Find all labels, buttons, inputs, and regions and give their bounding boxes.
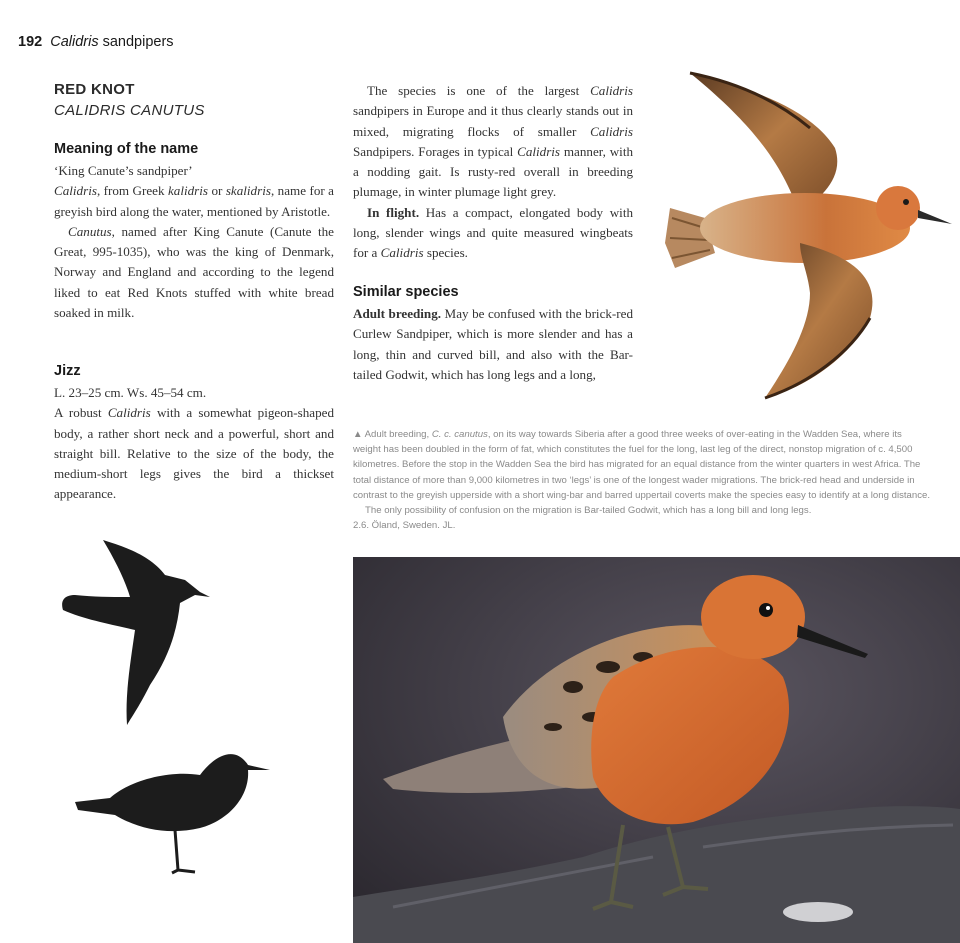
upper-wing: [690, 73, 837, 213]
term-calidris: Calidris: [590, 123, 633, 139]
term-calidris: Calidris: [517, 143, 561, 159]
intro-text: [353, 81, 633, 264]
jizz-text: [54, 383, 334, 505]
standing-silhouette-body: [75, 754, 270, 831]
meaning-paragraph-2: [54, 222, 334, 323]
standing-silhouette-image: [70, 740, 275, 880]
bird-head: [701, 575, 805, 659]
flight-silhouette-image: [55, 535, 215, 735]
text-run: Adult breeding,: [362, 429, 432, 440]
term-canutus: Canutus: [68, 223, 112, 239]
meaning-heading: Meaning of the name: [54, 141, 199, 157]
running-head-rest: sandpipers: [102, 34, 174, 50]
red-knot-photo: [353, 557, 960, 943]
jizz-paragraph: [54, 403, 334, 504]
bird-eye-highlight: [766, 606, 770, 610]
running-head: [18, 34, 174, 50]
text-run: Has a compact, elongated body with long, slender wings and quite measured wingbeats for a: [353, 204, 634, 261]
meaning-paragraph-1: [54, 181, 334, 222]
bird-eye: [759, 603, 773, 617]
meaning-text: [54, 161, 334, 323]
jizz-heading: Jizz: [54, 363, 81, 379]
page-number: 192: [18, 34, 43, 50]
bill: [918, 210, 952, 224]
text-run: The species is one of the largest: [367, 83, 591, 98]
adult-breeding-label: Adult breeding.: [353, 306, 442, 321]
text-run: , on its way towards Siberia after a good three weeks of over-eating in the Wadden Sea, where its weight has been doubled in the form of fat, which constitutes the fuel for the long, last leg of the direct, nonstop migration of c. 4,500 kilometres. Before the stop in the Wadden Sea the bird has migrated for an equal distance from the winter quarters in west Africa. The total distance of more than 9,000 kilometres in two ‘legs’ is one of the longest wader migrations. The brick-red head and underside in contrast to the greyish upperside with a short wing-bar and barred uppertail coverts make the species easy to identify at a long distance.: [353, 429, 931, 501]
species-scientific-name: CALIDRIS CANUTUS: [54, 102, 205, 119]
flying-red-knot-image: [660, 68, 960, 406]
rock-highlight: [783, 902, 853, 922]
species-name: RED KNOT: [54, 81, 135, 98]
text-run: or: [208, 183, 226, 199]
eye: [903, 199, 909, 205]
text-run: , name for a greyish bird along the water, mentioned by Aristotle.: [54, 183, 334, 219]
term-skalidris: skalidris: [225, 183, 271, 199]
standing-silhouette-legs: [172, 830, 195, 873]
text-run: May be confused with the brick-red Curlew Sandpiper, which is more slender and has a long, thin and curved bill, and also with the Bar-tailed Godwit, which has long legs and a long,: [353, 306, 634, 382]
head: [876, 186, 920, 230]
flying-silhouette-shape: [62, 540, 210, 725]
text-run: A robust: [54, 405, 108, 421]
caption-credit: 2.6. Öland, Sweden. JL.: [353, 520, 456, 532]
flight-label: In flight.: [367, 204, 420, 220]
term-calidris: Calidris: [107, 405, 151, 421]
lower-wing: [765, 243, 872, 398]
similar-text: [353, 304, 633, 385]
similar-paragraph: [353, 304, 633, 385]
term-subspecies: C. c. canutus: [431, 429, 488, 440]
text-run: , named after King Canute (Canute the Great, 995-1035), who was the king of Denmark, Norway and England and according to the legend liked to eat Red Knots stuffed with white bread soaked in milk.: [54, 223, 334, 321]
text-run: Sandpipers. Forages in typical: [353, 143, 518, 159]
intro-paragraph: [353, 81, 633, 203]
text-run: sandpipers in Europe and it thus clearly stands out in mixed, migrating flocks of smaller: [353, 103, 633, 139]
caption-marker-icon: ▲: [353, 429, 363, 440]
term-calidris: Calidris: [380, 245, 424, 261]
flight-paragraph: [353, 203, 633, 264]
text-run: , from Greek: [96, 183, 168, 199]
text-run: manner, with a nodding gait. Is rusty-red overall in breeding plumage, in winter plumage light grey.: [353, 143, 633, 200]
jizz-measurements: L. 23–25 cm. Ws. 45–54 cm.: [54, 385, 207, 400]
text-run: with a somewhat pigeon-shaped body, a rather short neck and a powerful, short and straight bill. Relative to the size of the body, the medium-short legs gives the bird a thickset appearance.: [54, 405, 335, 502]
term-kalidris: kalidris: [168, 183, 209, 199]
term-calidris: Calidris: [54, 183, 97, 199]
similar-heading: Similar species: [353, 284, 459, 300]
running-head-genus: Calidris: [50, 34, 99, 50]
caption-line-confusion: The only possibility of confusion on the migration is Bar-tailed Godwit, which has a long bill and long legs.: [365, 505, 812, 517]
photo-caption: [353, 427, 931, 533]
meaning-line1: ‘King Canute’s sandpiper’: [54, 163, 193, 178]
term-calidris: Calidris: [590, 83, 633, 98]
text-run: species.: [423, 245, 468, 261]
